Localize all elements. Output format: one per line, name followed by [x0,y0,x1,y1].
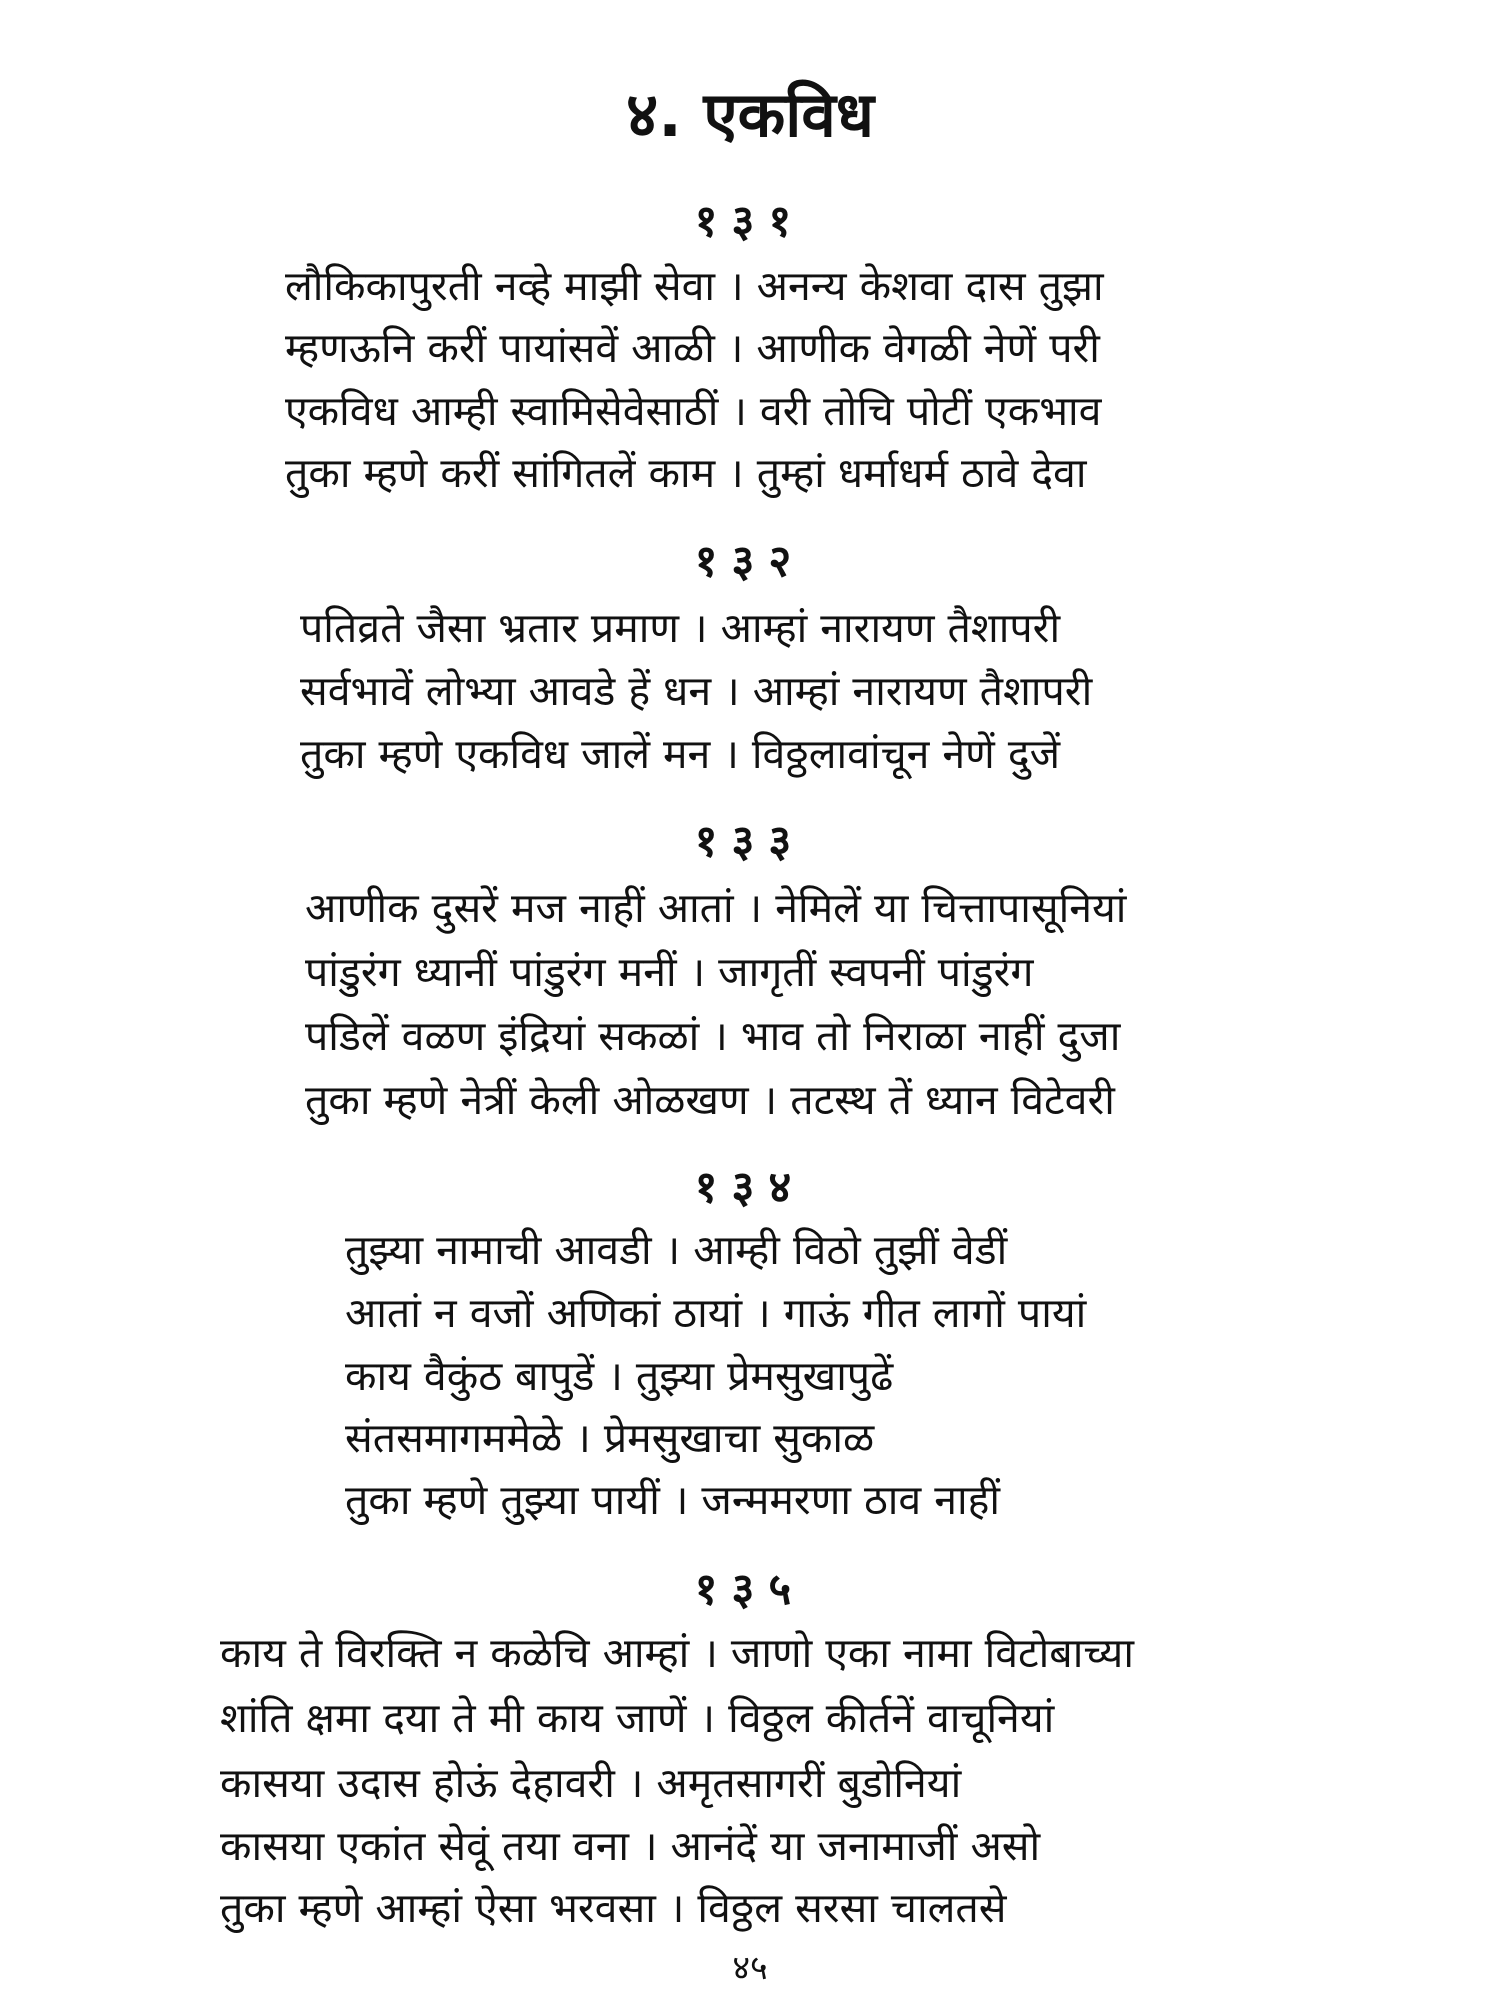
verse-line: काय ते विरक्ति न कळेचि आम्हां । जाणो एका नामा विटोबाच्या [220,1629,1134,1677]
verse-line: तुका म्हणे तुझ्या पायीं । जन्ममरणा ठाव नाहीं [345,1476,1001,1524]
verse-line: तुका म्हणे एकविध जालें मन । विठ्ठलावांचून नेणें दुजें [300,730,1061,778]
verse-line: कासया एकांत सेवूं तया वना । आनंदें या जनामाजीं असो [220,1822,1041,1870]
verse-line: पांडुरंग ध्यानीं पांडुरंग मनीं । जागृतीं स्वपनीं पांडुरंग [305,948,1034,996]
abhang-number: १३५ [694,1564,806,1615]
verse-line: आतां न वजों अणिकां ठायां । गाऊं गीत लागों पायां [345,1289,1087,1337]
page-number: ४५ [732,1948,768,1988]
verse-line: म्हणऊनि करीं पायांसवें आळी । आणीक वेगळी नेणें परी [285,324,1100,372]
verse-line: शांति क्षमा दया ते मी काय जाणें । विठ्ठल कीर्तनें वाचूनियां [220,1694,1055,1742]
verse-line: काय वैकुंठ बापुडें । तुझ्या प्रेमसुखापुढें [345,1352,894,1400]
verse-line: पडिलें वळण इंद्रियां सकळां । भाव तो निराळा नाहीं दुजा [305,1012,1121,1060]
verse-line: तुका म्हणे करीं सांगितलें काम । तुम्हां धर्माधर्म ठावे देवा [285,449,1087,497]
abhang-number: १३१ [694,196,806,247]
abhang-number: १३२ [694,536,806,587]
chapter-title: ४. एकविध [626,78,874,151]
abhang-number: १३४ [694,1162,806,1213]
verse-line: लौकिकापुरती नव्हे माझी सेवा । अनन्य केशवा दास तुझा [285,262,1104,310]
verse-line: एकविध आम्ही स्वामिसेवेसाठीं । वरी तोचि पोटीं एकभाव [285,387,1102,435]
verse-line: सर्वभावें लोभ्या आवडे हें धन । आम्हां नारायण तैशापरी [300,667,1093,715]
verse-line: संतसमागममेळे । प्रेमसुखाचा सुकाळ [345,1414,875,1462]
verse-line: आणीक दुसरें मज नाहीं आतां । नेमिलें या चित्तापासूनियां [305,884,1127,932]
verse-line: पतिव्रते जैसा भ्रतार प्रमाण । आम्हां नारायण तैशापरी [300,604,1061,652]
verse-line: कासया उदास होऊं देहावरी । अमृतसागरीं बुडोनियां [220,1759,962,1807]
abhang-number: १३३ [694,816,806,867]
verse-line: तुका म्हणे नेत्रीं केली ओळखण । तटस्थ तें ध्यान विटेवरी [305,1076,1115,1124]
verse-line: तुझ्या नामाची आवडी । आम्ही विठो तुझीं वेडीं [345,1226,1008,1274]
verse-line: तुका म्हणे आम्हां ऐसा भरवसा । विठ्ठल सरसा चालतसे [220,1884,1007,1932]
